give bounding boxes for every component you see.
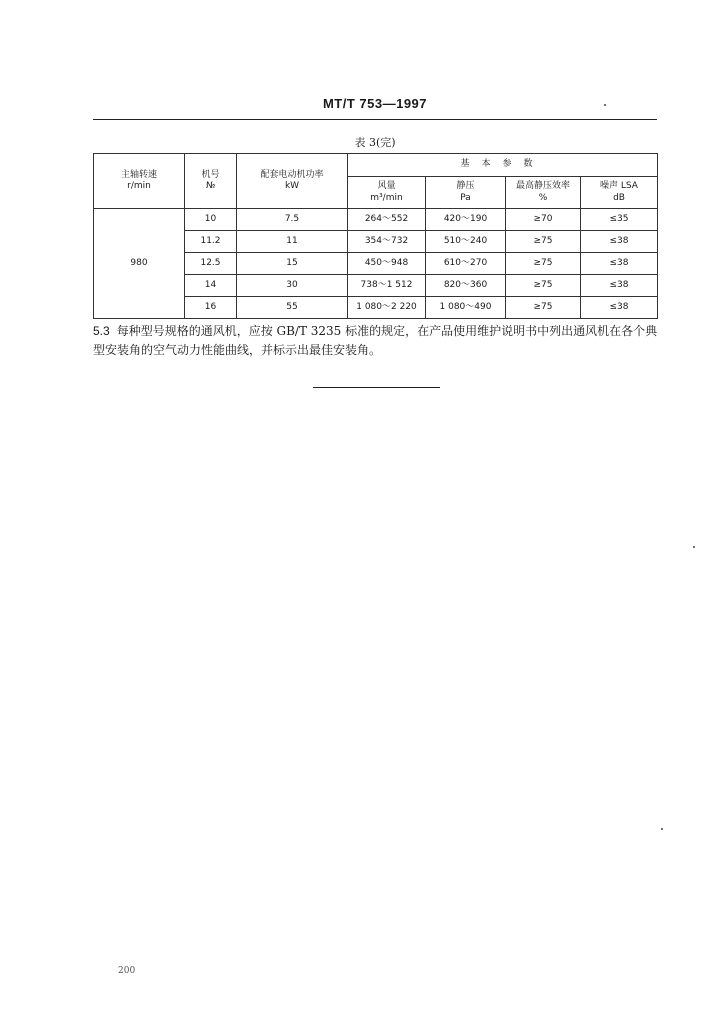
cell-power: 15 <box>237 253 348 275</box>
cell-power: 11 <box>237 231 348 253</box>
cell-efficiency: ≥75 <box>506 275 581 297</box>
page-number: 200 <box>118 966 136 976</box>
speed-value: 980 <box>94 209 185 319</box>
table-caption: 表 3(完) <box>354 136 396 149</box>
cell-pressure: 610～270 <box>426 253 506 275</box>
cell-noise: ≤38 <box>581 275 658 297</box>
cell-power: 7.5 <box>237 209 348 231</box>
cell-noise: ≤38 <box>581 231 658 253</box>
header-power <box>237 154 348 209</box>
header-power-unit: kW <box>284 181 300 191</box>
header-airflow <box>348 177 426 209</box>
header-efficiency-unit: % <box>538 192 548 203</box>
cell-noise: ≤38 <box>581 297 658 319</box>
header-pressure-label: 静压 <box>456 181 475 192</box>
header-model-label: 机号 <box>201 169 220 180</box>
header-model-unit: № <box>205 181 216 191</box>
cell-airflow: 354～732 <box>348 231 426 253</box>
cell-airflow: 264～552 <box>348 209 426 231</box>
header-efficiency-label: 最高静压效率 <box>515 181 570 192</box>
cell-pressure: 420～190 <box>426 209 506 231</box>
header-noise-unit: dB <box>613 192 625 203</box>
scan-speck <box>604 104 606 106</box>
cell-efficiency: ≥75 <box>506 297 581 319</box>
cell-pressure: 1 080～490 <box>426 297 506 319</box>
header-speed <box>94 154 185 209</box>
header-static-pressure <box>426 177 506 209</box>
cell-efficiency: ≥70 <box>506 209 581 231</box>
header-speed-unit: r/min <box>127 181 151 191</box>
cell-efficiency: ≥75 <box>506 231 581 253</box>
section-number: 5.3 <box>93 324 110 338</box>
document-header: MT/T 753—1997 <box>322 96 428 111</box>
end-rule <box>313 387 440 388</box>
cell-model: 16 <box>185 297 237 319</box>
spec-table <box>93 153 658 319</box>
header-noise <box>581 177 658 209</box>
section-paragraph <box>93 322 659 360</box>
header-speed-label: 主轴转速 <box>120 169 157 180</box>
cell-pressure: 820～360 <box>426 275 506 297</box>
header-airflow-unit: m³/min <box>370 192 403 203</box>
scan-speck <box>693 546 695 548</box>
cell-power: 30 <box>237 275 348 297</box>
header-basic-params: 基本参数 <box>348 154 658 177</box>
header-rule <box>93 119 657 120</box>
cell-model: 11.2 <box>185 231 237 253</box>
cell-model: 12.5 <box>185 253 237 275</box>
table-row <box>94 209 658 231</box>
header-power-label: 配套电动机功率 <box>260 169 324 180</box>
cell-model: 14 <box>185 275 237 297</box>
header-noise-label: 噪声 LSA <box>600 181 638 192</box>
header-model <box>185 154 237 209</box>
header-efficiency <box>506 177 581 209</box>
cell-airflow: 1 080～2 220 <box>348 297 426 319</box>
cell-noise: ≤38 <box>581 253 658 275</box>
cell-pressure: 510～240 <box>426 231 506 253</box>
cell-efficiency: ≥75 <box>506 253 581 275</box>
cell-airflow: 738～1 512 <box>348 275 426 297</box>
cell-model: 10 <box>185 209 237 231</box>
header-pressure-unit: Pa <box>460 192 471 203</box>
cell-power: 55 <box>237 297 348 319</box>
section-text: 每种型号规格的通风机，应按 GB/T 3235 标准的规定，在产品使用维护说明书中列出通风机在各个典型安装角的空气动力性能曲线，并标示出最佳安装角。 <box>93 324 658 357</box>
cell-airflow: 450～948 <box>348 253 426 275</box>
header-airflow-label: 风量 <box>377 181 396 192</box>
scan-speck <box>661 828 663 830</box>
cell-noise: ≤35 <box>581 209 658 231</box>
